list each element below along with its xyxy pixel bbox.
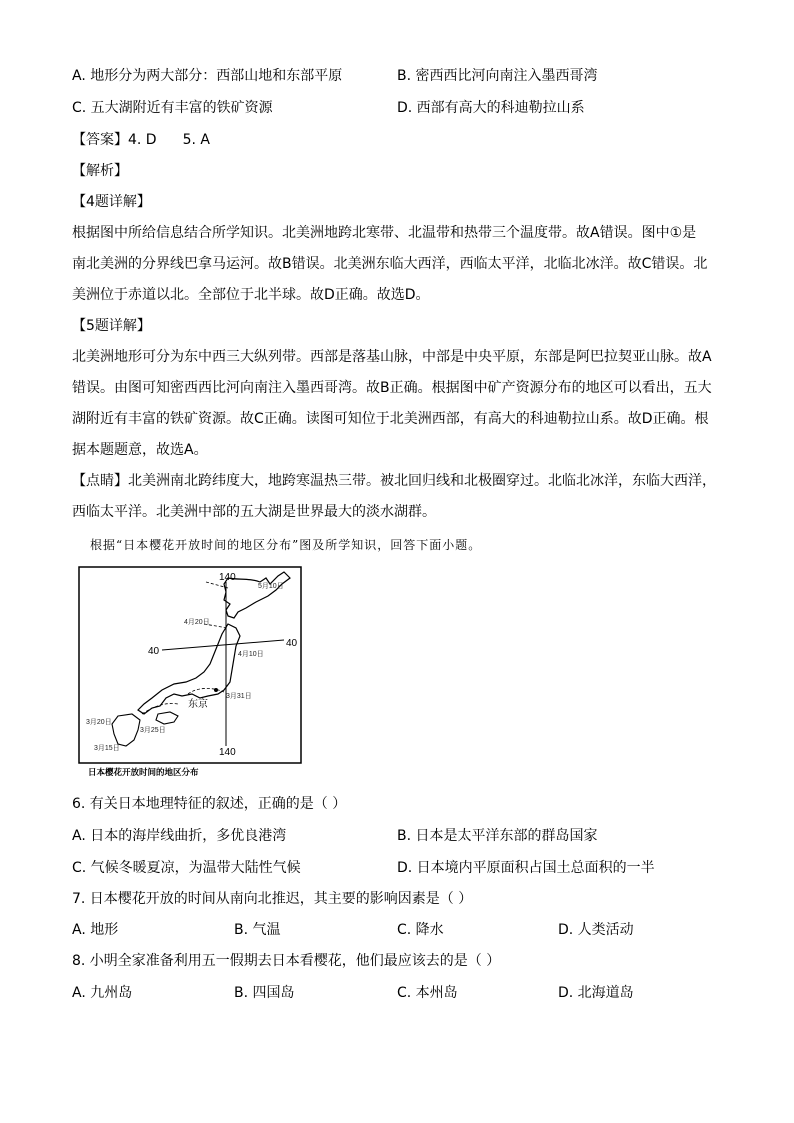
q4-detail-line-1: 根据图中所给信息结合所学知识。北美洲地跨北寒带、北温带和热带三个温度带。故A错误。图中①是 <box>72 225 697 241</box>
q6-option-b: B. 日本是太平洋东部的群岛国家 <box>397 828 598 844</box>
q4-detail-label: 【4题详解】 <box>72 194 151 210</box>
key-point-line-2: 西临太平洋。北美洲中部的五大湖是世界最大的淡水湖群。 <box>72 504 436 520</box>
lon-label-top: 140 <box>219 572 236 583</box>
key-point-text-1: 北美洲南北跨纬度大，地跨寒温热三带。被北回归线和北极圈穿过。北临北冰洋，东临大西洋， <box>128 473 716 489</box>
q7-option-d: D. 人类活动 <box>558 922 634 938</box>
tokyo-marker <box>214 688 218 692</box>
q7-option-c: C. 降水 <box>397 922 444 938</box>
q5-option-a: A. 地形分为两大部分：西部山地和东部平原 <box>72 68 343 84</box>
key-point-line-1 <box>72 471 716 491</box>
key-point-label: 【点睛】 <box>72 473 128 489</box>
answer-q5: 5. A <box>182 132 210 148</box>
q6-option-a: A. 日本的海岸线曲折，多优良港湾 <box>72 828 287 844</box>
q5-option-d: D. 西部有高大的科迪勒拉山系 <box>397 100 585 116</box>
date-label-3-15: 3月15日 <box>94 745 120 752</box>
date-label-4-10: 4月10日 <box>238 651 264 658</box>
map-question-intro: 根据“日本樱花开放时间的地区分布”图及所学知识，回答下面小题。 <box>90 538 482 552</box>
q6-option-c: C. 气候冬暖夏凉，为温带大陆性气候 <box>72 860 301 876</box>
date-label-4-20: 4月20日 <box>184 619 210 626</box>
q5-detail-line-1: 北美洲地形可分为东中西三大纵列带。西部是落基山脉，中部是中央平原，东部是阿巴拉契亚山脉。故A <box>72 349 712 365</box>
q8-option-b: B. 四国岛 <box>234 985 295 1001</box>
q8-option-d: D. 北海道岛 <box>558 985 634 1001</box>
q4-detail-line-3: 美洲位于赤道以北。全部位于北半球。故D正确。故选D。 <box>72 287 430 303</box>
q7-option-a: A. 地形 <box>72 922 119 938</box>
analysis-label: 【解析】 <box>72 163 128 179</box>
lat-label-right: 40 <box>286 638 298 649</box>
q6-option-d: D. 日本境内平原面积占国土总面积的一半 <box>397 860 655 876</box>
date-label-5-10: 5月10日 <box>258 583 284 590</box>
q8-option-c: C. 本州岛 <box>397 985 458 1001</box>
q6-stem: 6. 有关日本地理特征的叙述，正确的是（ ） <box>72 796 347 812</box>
lon-label-bottom: 140 <box>219 747 236 758</box>
answer-q4: 4. D <box>128 132 157 148</box>
lat-label-left: 40 <box>148 646 160 657</box>
map-caption: 日本樱花开放时间的地区分布 <box>88 768 199 778</box>
q5-detail-line-4: 据本题题意，故选A。 <box>72 442 208 458</box>
q7-stem: 7. 日本樱花开放的时间从南向北推迟，其主要的影响因素是（ ） <box>72 891 473 907</box>
q4-detail-line-2: 南北美洲的分界线巴拿马运河。故B错误。北美洲东临大西洋，西临太平洋，北临北冰洋。故C错误。北 <box>72 256 708 272</box>
q5-detail-line-2: 错误。由图可知密西西比河向南注入墨西哥湾。故B正确。根据图中矿产资源分布的地区可以看出，五大 <box>72 380 712 396</box>
japan-sakura-map <box>78 566 302 778</box>
q5-option-c: C. 五大湖附近有丰富的铁矿资源 <box>72 100 273 116</box>
q5-detail-label: 【5题详解】 <box>72 318 151 334</box>
q8-stem: 8. 小明全家准备利用五一假期去日本看樱花，他们最应该去的是（ ） <box>72 953 501 969</box>
date-label-3-20: 3月20日 <box>86 719 112 726</box>
date-label-3-25: 3月25日 <box>140 727 166 734</box>
q7-option-b: B. 气温 <box>234 922 281 938</box>
q5-option-b: B. 密西西比河向南注入墨西哥湾 <box>397 68 598 84</box>
q5-detail-line-3: 湖附近有丰富的铁矿资源。故C正确。读图可知位于北美洲西部，有高大的科迪勒拉山系。故D正确。根 <box>72 411 709 427</box>
answer-label: 【答案】 <box>72 132 128 148</box>
date-label-3-31: 3月31日 <box>226 693 252 700</box>
tokyo-label: 东京 <box>188 699 208 710</box>
q8-option-a: A. 九州岛 <box>72 985 133 1001</box>
answer-line <box>72 130 210 150</box>
